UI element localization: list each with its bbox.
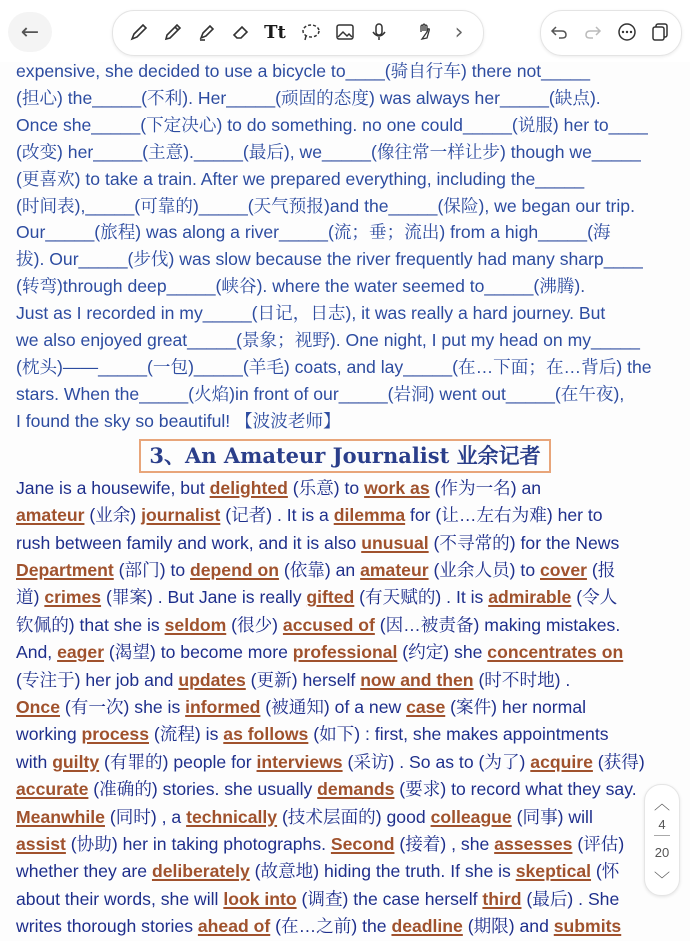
story-text: (期限) and — [462, 916, 554, 937]
story-line — [0, 831, 690, 858]
hand-icon[interactable] — [410, 10, 440, 54]
story-text: (有一次) she is — [60, 696, 186, 717]
story-line — [0, 612, 690, 639]
story-line — [0, 584, 690, 611]
story-text: (采访) . So as to (为了) — [342, 751, 531, 772]
vocab-keyword[interactable]: work as — [364, 477, 430, 498]
vocab-keyword[interactable]: colleague — [430, 806, 512, 827]
story-text: (部门) to — [113, 559, 191, 580]
vocab-keyword[interactable]: submits — [553, 916, 622, 937]
story-text: with — [16, 751, 53, 772]
exercise-line: Our_____(旅程) was along a river_____(流；垂；流出) from a high_____(海 — [16, 222, 611, 243]
back-button[interactable] — [8, 12, 52, 52]
vocab-keyword[interactable]: crimes — [44, 587, 102, 608]
vocab-keyword[interactable]: accused of — [282, 614, 375, 635]
story-text: (被通知) of a new — [260, 696, 407, 717]
total-pages: 20 — [654, 845, 670, 860]
lasso-icon[interactable] — [296, 10, 326, 54]
story-text: (评估) — [572, 833, 625, 854]
story-line — [0, 858, 690, 885]
current-page: 4 — [658, 817, 666, 832]
vocab-keyword[interactable]: amateur — [360, 559, 429, 580]
story-text: (令人 — [571, 587, 618, 608]
vocab-keyword[interactable]: assist — [16, 833, 66, 854]
vocab-keyword[interactable]: concentrates on — [487, 642, 624, 663]
section-title: 3、An Amateur Journalist 业余记者 — [139, 439, 550, 473]
story-text: (作为一名) an — [429, 477, 542, 498]
story-text: (同时) , a — [104, 806, 187, 827]
redo-icon[interactable] — [578, 10, 608, 54]
story-text: (技术层面的) good — [277, 806, 431, 827]
exercise-line: (更喜欢) to take a train. After we prepared everything, including the_____ — [16, 168, 585, 189]
exercise-line: 拔). Our_____(步伐) was slow because the river frequently had many sharp____ — [16, 249, 643, 270]
story-text: Jane is a housewife, but — [16, 477, 210, 498]
exercise-line: Once she_____(下定决心) to do something. no one could_____(说服) her to____ — [16, 114, 648, 135]
story-text: (有天赋的) . It is — [354, 587, 489, 608]
vocab-keyword[interactable]: eager — [57, 642, 105, 663]
story-text: (同事) will — [511, 806, 593, 827]
story-text: (报 — [586, 559, 616, 580]
story-line — [0, 913, 690, 940]
story-text: (约定) she — [397, 642, 488, 663]
story-passage — [0, 475, 690, 941]
story-text: (流程) is — [149, 724, 224, 745]
exercise-line: (改变) her_____(主意)._____(最后), we_____(像往常一样让步) though we_____ — [16, 141, 641, 162]
story-line — [0, 776, 690, 803]
story-text: for (让…左右为难) her to — [405, 505, 603, 526]
story-text: (乐意) to — [287, 477, 365, 498]
exercise-line: (时间表),_____(可靠的)_____(天气预报)and the_____(保险), we began our trip. — [16, 195, 635, 216]
vocab-keyword[interactable]: case — [406, 696, 446, 717]
vocab-keyword[interactable]: interviews — [256, 751, 343, 772]
vocab-keyword[interactable]: Once — [16, 696, 61, 717]
story-text: 钦佩的) that she is — [16, 614, 165, 635]
story-text: (案件) her normal — [445, 696, 587, 717]
vocab-keyword[interactable]: professional — [292, 642, 398, 663]
story-line — [0, 557, 690, 584]
story-text: (协助) her in taking photographs. — [65, 833, 331, 854]
story-text: rush between family and work, and it is also — [16, 532, 362, 553]
story-text: (接着) , she — [394, 833, 495, 854]
vocab-keyword[interactable]: gifted — [306, 587, 355, 608]
vocab-keyword[interactable]: third — [482, 888, 522, 909]
vocab-keyword[interactable]: now and then — [360, 669, 474, 690]
vocab-keyword[interactable]: informed — [185, 696, 261, 717]
vocab-keyword[interactable]: Second — [330, 833, 395, 854]
story-text: (有罪的) people for — [99, 751, 257, 772]
story-text: (故意地) hiding the truth. If she is — [249, 861, 516, 882]
story-text: working — [16, 724, 82, 745]
vocab-keyword[interactable]: guilty — [52, 751, 100, 772]
mic-icon[interactable] — [364, 10, 394, 54]
exercise-line: (枕头)——_____(一包)_____(羊毛) coats, and lay_____(在…下面；在…背后) the — [16, 356, 652, 377]
story-text: (依靠) an — [278, 559, 361, 580]
story-line — [0, 694, 690, 721]
vocab-keyword[interactable]: dilemma — [333, 505, 406, 526]
vocab-keyword[interactable]: journalist — [141, 505, 221, 526]
story-text: And, — [16, 642, 58, 663]
vocab-keyword[interactable]: amateur — [16, 505, 85, 526]
vocab-keyword[interactable]: technically — [186, 806, 278, 827]
story-line — [0, 639, 690, 666]
story-text: (专注于) her job and — [16, 669, 179, 690]
story-text: (怀 — [591, 861, 620, 882]
pages-icon[interactable] — [645, 10, 675, 54]
story-line — [0, 530, 690, 557]
vocab-keyword[interactable]: seldom — [164, 614, 227, 635]
story-text: (要求) to record what they say. — [394, 779, 637, 800]
page-divider — [654, 835, 670, 836]
vocab-keyword[interactable]: as follows — [223, 724, 309, 745]
story-text: (不寻常的) for the News — [428, 532, 620, 553]
vocab-keyword[interactable]: Department — [16, 559, 114, 580]
story-text: (如下) : first, she makes appointments — [308, 724, 609, 745]
story-line — [0, 721, 690, 748]
story-text: (时不时地) . — [473, 669, 571, 690]
vocab-keyword[interactable]: delighted — [209, 477, 288, 498]
image-icon[interactable] — [330, 10, 360, 54]
story-text: writes thorough stories — [16, 916, 198, 937]
vocab-keyword[interactable]: updates — [178, 669, 246, 690]
back-arrow-icon: ← — [20, 19, 40, 45]
story-text: (准确的) stories. she usually — [88, 779, 318, 800]
exercise-passage — [0, 58, 690, 435]
story-text: (因…被责备) making mistakes. — [374, 614, 621, 635]
story-text: (业余人员) to — [428, 559, 540, 580]
more-icon[interactable] — [612, 10, 642, 54]
story-text: (业余) — [84, 505, 142, 526]
eraser-icon[interactable] — [226, 10, 256, 54]
story-text: 道) — [16, 587, 45, 608]
page-up-icon[interactable]: ︿ — [653, 796, 670, 813]
exercise-line: stars. When the_____(火焰)in front of our_____(岩洞) went out_____(在午夜), — [16, 383, 625, 404]
vocab-keyword[interactable]: skeptical — [515, 861, 592, 882]
story-line — [0, 749, 690, 776]
exercise-line: expensive, she decided to use a bicycle to____(骑自行车) there not_____ — [16, 61, 591, 81]
story-line — [0, 475, 690, 502]
pencil-icon[interactable] — [158, 10, 188, 54]
story-text: (记者) . It is a — [220, 505, 334, 526]
story-text: (更新) herself — [245, 669, 361, 690]
top-toolbar — [0, 0, 690, 62]
story-line — [0, 667, 690, 694]
exercise-line: I found the sky so beautiful! 【波波老师】 — [16, 410, 341, 431]
vocab-keyword[interactable]: cover — [540, 559, 587, 580]
story-line — [0, 502, 690, 529]
vocab-keyword[interactable]: look into — [223, 888, 297, 909]
vocab-keyword[interactable]: admirable — [488, 587, 572, 608]
highlighter-icon[interactable] — [192, 10, 222, 54]
story-text: whether they are — [16, 861, 152, 882]
story-text: (最后) . She — [521, 888, 620, 909]
vocab-keyword[interactable]: ahead of — [197, 916, 271, 937]
story-line — [0, 886, 690, 913]
vocab-keyword[interactable]: accurate — [16, 779, 89, 800]
vocab-keyword[interactable]: deadline — [391, 916, 463, 937]
story-text: (获得) — [592, 751, 645, 772]
vocab-keyword[interactable]: assesses — [494, 833, 573, 854]
more-tools-chevron-icon[interactable]: › — [454, 19, 464, 45]
vocab-keyword[interactable]: deliberately — [151, 861, 250, 882]
vocab-keyword[interactable]: Meanwhile — [16, 806, 105, 827]
note-page[interactable] — [0, 58, 690, 937]
story-text: about their words, she will — [16, 888, 224, 909]
exercise-line: Just as I recorded in my_____(日记，日志), it was really a hard journey. But — [16, 303, 606, 324]
exercise-line: (担心) the_____(不利). Her_____(顽固的态度) was always her_____(缺点). — [16, 87, 601, 108]
story-text: (渴望) to become more — [104, 642, 293, 663]
page-down-icon[interactable]: ﹀ — [653, 872, 670, 889]
story-line — [0, 804, 690, 831]
story-text: (在…之前) the — [270, 916, 392, 937]
vocab-keyword[interactable]: unusual — [361, 532, 429, 553]
undo-icon[interactable] — [544, 10, 574, 54]
text-style-icon[interactable]: Tt — [264, 21, 286, 43]
story-text: (调查) the case herself — [296, 888, 483, 909]
pen-icon[interactable] — [124, 10, 154, 54]
story-text: (罪案) . But Jane is really — [101, 587, 307, 608]
vocab-keyword[interactable]: process — [81, 724, 149, 745]
vocab-keyword[interactable]: acquire — [530, 751, 593, 772]
exercise-line: (转弯)through deep_____(峡谷). where the water seemed to_____(沸腾). — [16, 276, 586, 297]
exercise-line: we also enjoyed great_____(景象；视野). One night, I put my head on my_____ — [16, 330, 640, 351]
vocab-keyword[interactable]: demands — [317, 779, 395, 800]
page-navigator — [644, 784, 680, 896]
story-text: (很少) — [226, 614, 283, 635]
vocab-keyword[interactable]: depend on — [190, 559, 279, 580]
